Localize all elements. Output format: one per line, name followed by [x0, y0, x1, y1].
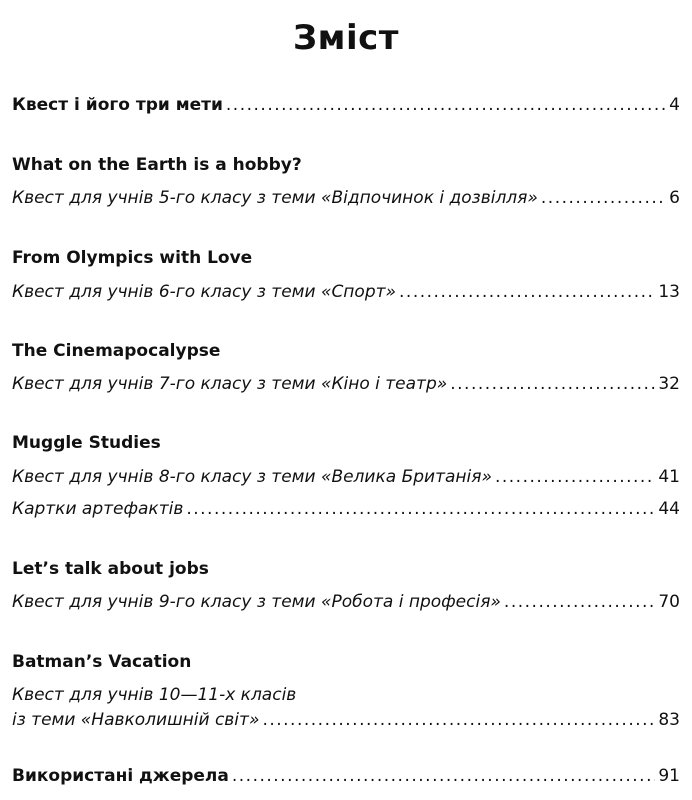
toc-entry-jobs[interactable]: [12, 591, 680, 613]
section-heading-hobby: What on the Earth is a hobby?: [12, 155, 302, 175]
dot-leader: [504, 591, 655, 613]
dot-leader: [226, 94, 666, 116]
toc-entry-text: Використані джерела: [12, 766, 229, 786]
toc-entry-hobby[interactable]: [12, 187, 680, 209]
toc-page-number: 13: [658, 282, 680, 302]
toc-entry-batman-line1: Квест для учнів 10—11-х класів: [12, 685, 297, 705]
dot-leader: [186, 498, 655, 520]
toc-page-number: 41: [658, 467, 680, 487]
toc-entry-muggle[interactable]: [12, 466, 680, 488]
section-heading-batman: Batman’s Vacation: [12, 652, 192, 672]
toc-entry-text: Картки артефактів: [12, 499, 184, 519]
section-heading-cinema: The Cinemapocalypse: [12, 341, 221, 361]
toc-page-number: 32: [658, 374, 680, 394]
dot-leader: [541, 187, 666, 209]
toc-entry-olympics[interactable]: [12, 281, 680, 303]
section-heading-muggle: Muggle Studies: [12, 433, 161, 453]
section-heading-olympics: From Olympics with Love: [12, 248, 253, 268]
toc-page-number: 4: [669, 95, 680, 115]
dot-leader: [450, 373, 655, 395]
toc-entry-batman[interactable]: [12, 709, 680, 731]
toc-entry-text: Квест для учнів 7-го класу з теми «Кіно і театр»: [12, 374, 448, 394]
toc-entry-sources[interactable]: [12, 765, 680, 787]
toc-page-number: 83: [658, 710, 680, 730]
toc-page-number: 91: [658, 766, 680, 786]
dot-leader: [495, 466, 655, 488]
toc-page-number: 44: [658, 499, 680, 519]
toc-entry-intro[interactable]: [12, 94, 680, 116]
dot-leader: [262, 709, 655, 731]
toc-entry-cinema[interactable]: [12, 373, 680, 395]
toc-entry-text: Квест для учнів 8-го класу з теми «Велика Британія»: [12, 467, 492, 487]
dot-leader: [232, 765, 656, 787]
toc-entry-text: Квест і його три мети: [12, 95, 223, 115]
toc-page-number: 70: [658, 592, 680, 612]
toc-entry-text: Квест для учнів 5-го класу з теми «Відпочинок і дозвілля»: [12, 188, 538, 208]
toc-entry-text: із теми «Навколишній світ»: [12, 710, 260, 730]
page-title: Зміст: [293, 18, 399, 58]
toc-entry-text: Квест для учнів 6-го класу з теми «Спорт»: [12, 282, 397, 302]
dot-leader: [399, 281, 655, 303]
toc-page-number: 6: [669, 188, 680, 208]
toc-entry-artifacts[interactable]: [12, 498, 680, 520]
section-heading-jobs: Let’s talk about jobs: [12, 559, 209, 579]
toc-entry-text: Квест для учнів 9-го класу з теми «Робота і професія»: [12, 592, 501, 612]
